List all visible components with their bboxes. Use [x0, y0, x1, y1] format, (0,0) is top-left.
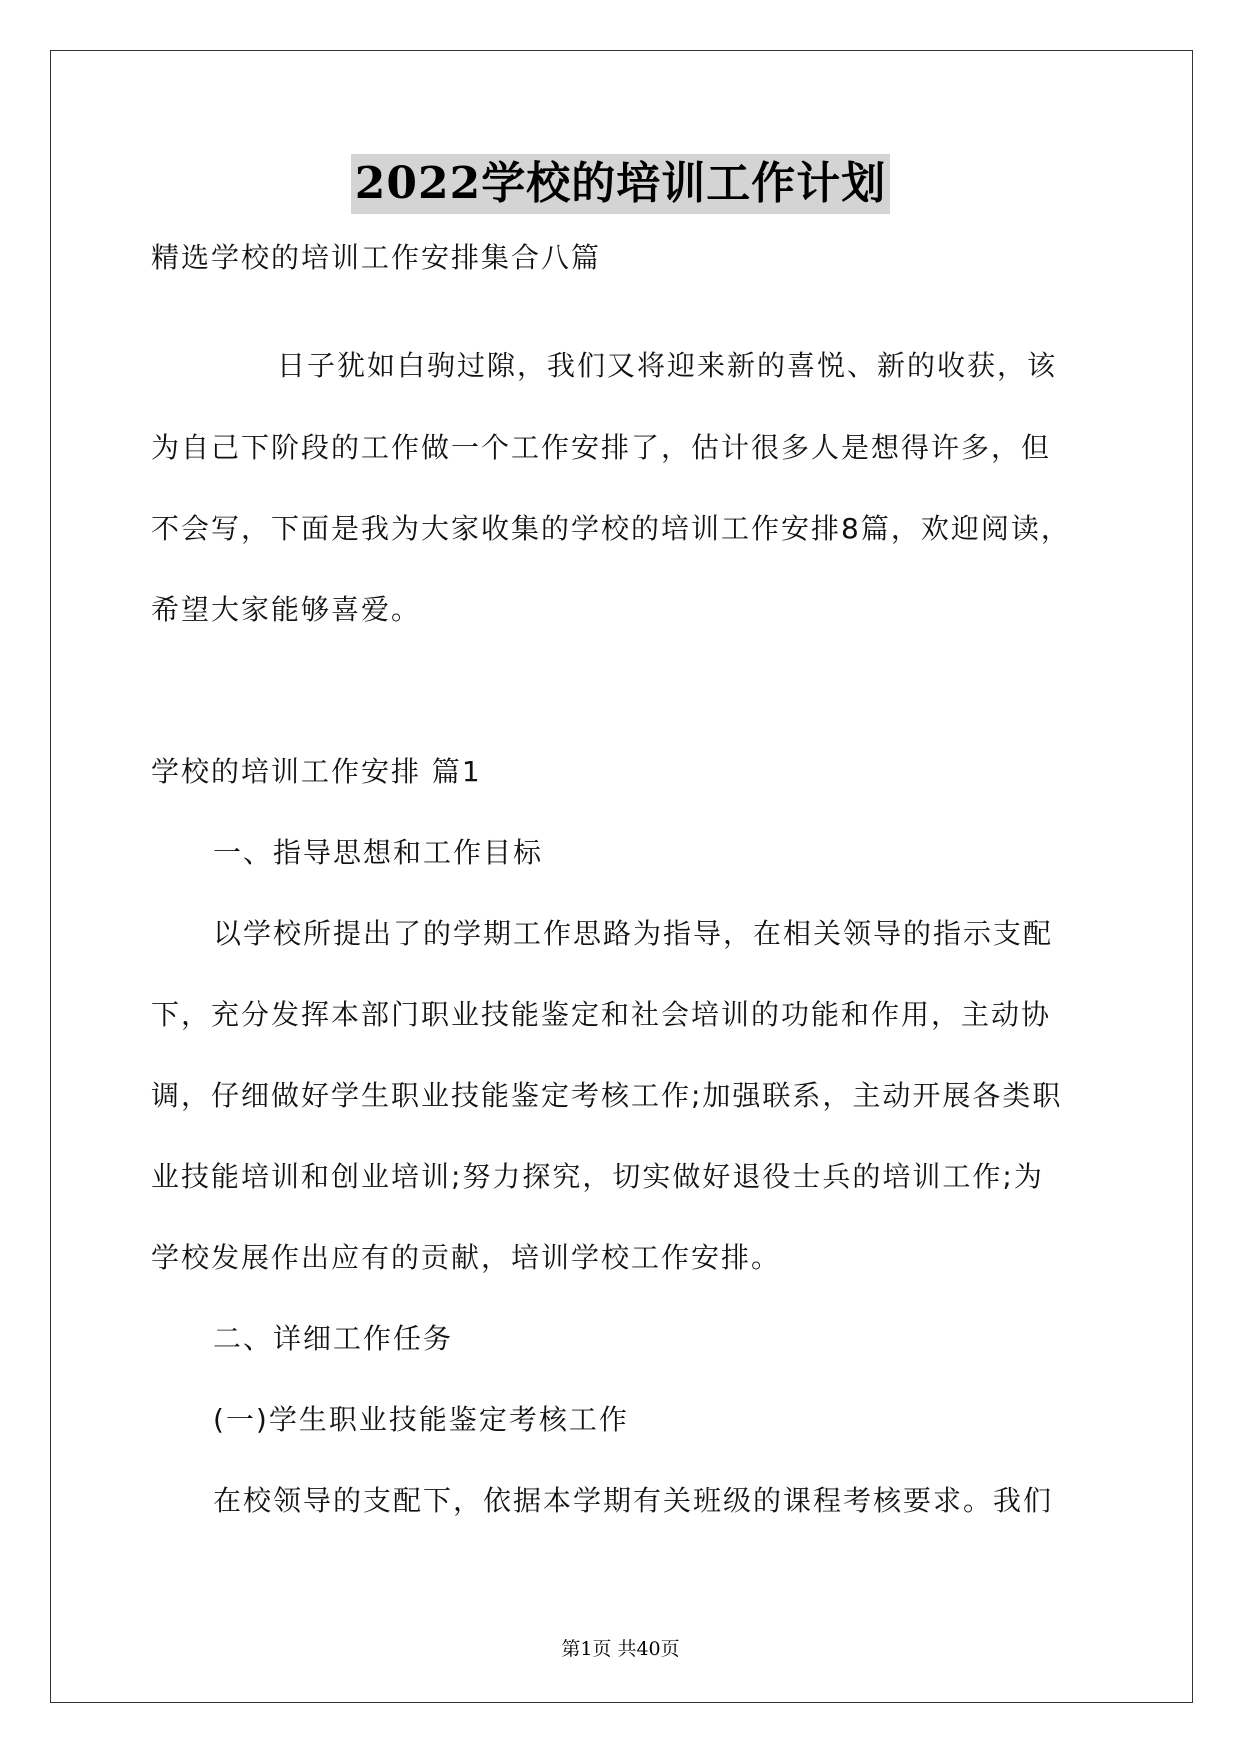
paragraph-line: 调，仔细做好学生职业技能鉴定考核工作;加强联系，主动开展各类职 — [151, 1079, 1063, 1112]
section-heading: 学校的培训工作安排 篇1 — [151, 755, 482, 788]
subheading: 二、详细工作任务 — [213, 1322, 454, 1355]
subheading: (一)学生职业技能鉴定考核工作 — [213, 1403, 629, 1436]
page-border — [50, 50, 1193, 1703]
subheading: 一、指导思想和工作目标 — [213, 836, 544, 869]
paragraph-line: 学校发展作出应有的贡献，培训学校工作安排。 — [151, 1241, 782, 1274]
paragraph-line: 日子犹如白驹过隙，我们又将迎来新的喜悦、新的收获，该 — [277, 349, 1058, 382]
paragraph-line: 希望大家能够喜爱。 — [151, 593, 422, 626]
paragraph-line: 为自己下阶段的工作做一个工作安排了，估计很多人是想得许多，但 — [151, 431, 1052, 464]
paragraph-line: 业技能培训和创业培训;努力探究，切实做好退役士兵的培训工作;为 — [151, 1160, 1044, 1193]
page-number-footer: 第1页 共40页 — [561, 1638, 680, 1660]
paragraph-line: 以学校所提出了的学期工作思路为指导，在相关领导的指示支配 — [213, 917, 1054, 950]
paragraph-line: 不会写，下面是我为大家收集的学校的培训工作安排8篇，欢迎阅读， — [151, 512, 1071, 545]
paragraph-line: 下，充分发挥本部门职业技能鉴定和社会培训的功能和作用，主动协 — [151, 998, 1052, 1031]
paragraph-line: 在校领导的支配下，依据本学期有关班级的课程考核要求。我们 — [213, 1484, 1054, 1517]
document-title: 2022学校的培训工作计划 — [351, 154, 890, 214]
subtitle-line: 精选学校的培训工作安排集合八篇 — [151, 241, 602, 274]
title-container — [0, 154, 1241, 214]
